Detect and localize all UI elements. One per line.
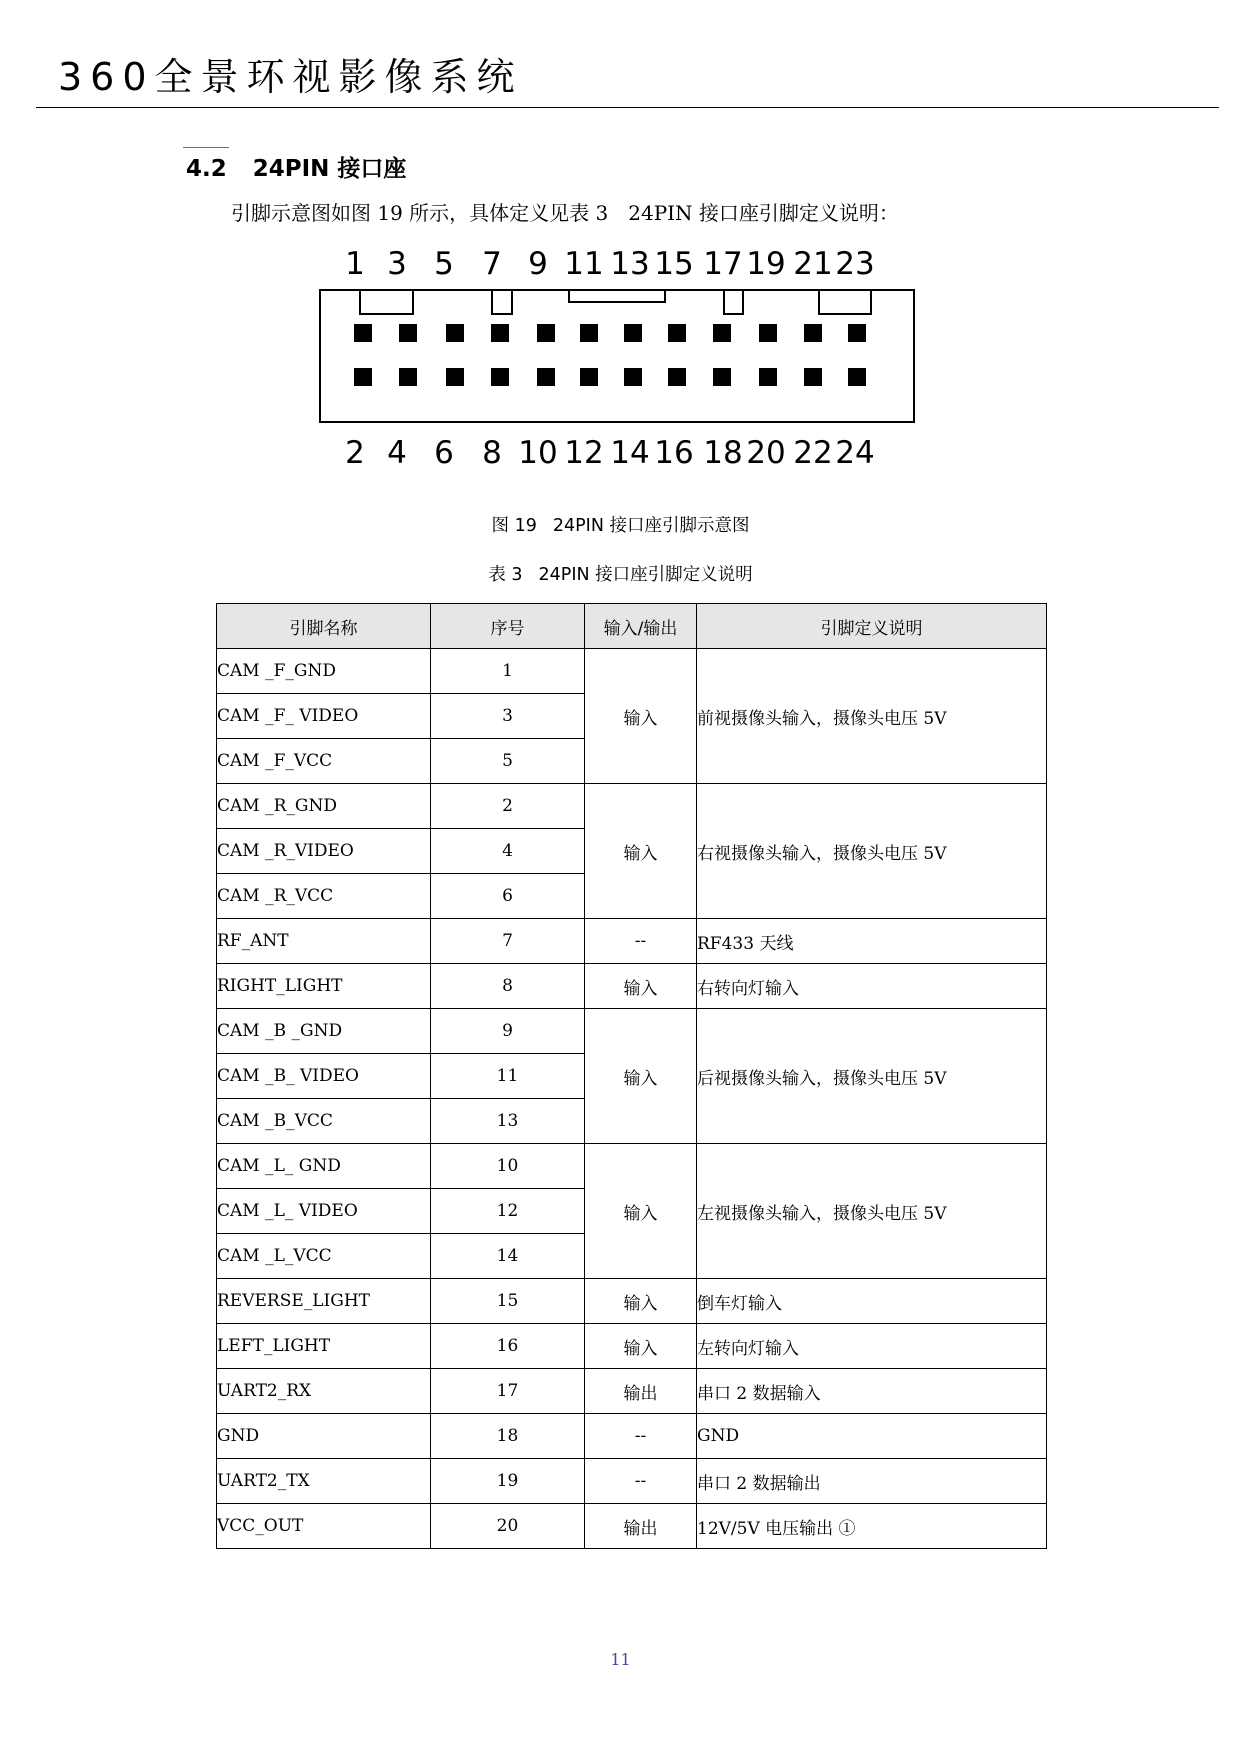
table-row [217,1459,1047,1504]
table-caption [0,561,1241,586]
pin-number-cell: 2 [431,784,585,829]
pin-label: 16 [654,435,694,471]
pin-number-cell: 9 [431,1009,585,1054]
pin-label: 7 [482,246,502,282]
pin-top [354,324,372,342]
pin-top [491,324,509,342]
pin-number-cell: 19 [431,1459,585,1504]
pin-number-cell: 16 [431,1324,585,1369]
pin-bottom [804,368,822,386]
pin-row-bottom [354,368,866,386]
pin-bottom [537,368,555,386]
pin-number-cell: 11 [431,1054,585,1099]
table-caption-text: 24PIN 接口座引脚定义说明 [538,565,753,585]
table-row [217,919,1047,964]
pin-number-cell: 6 [431,874,585,919]
pin-name-cell: RF_ANT [217,919,431,964]
pin-name-cell: VCC_OUT [217,1504,431,1549]
section-title: 24PIN 接口座 [252,156,407,182]
table-row [217,964,1047,1009]
pin-top [668,324,686,342]
pin-label: 17 [703,246,743,282]
pin-name-cell: CAM _B _GND [217,1009,431,1054]
pin-number-cell: 20 [431,1504,585,1549]
pin-name-cell: CAM _R_VCC [217,874,431,919]
pin-name-cell: RIGHT_LIGHT [217,964,431,1009]
pin-name-cell: UART2_TX [217,1459,431,1504]
figure-caption-text: 24PIN 接口座引脚示意图 [552,516,750,536]
connector-key-2 [492,290,512,314]
description-cell: RF433 天线 [697,919,1047,964]
pin-label: 15 [654,246,694,282]
pin-label: 9 [528,246,548,282]
pin-number-cell: 7 [431,919,585,964]
description-cell: 左视摄像头输入，摄像头电压 5V [697,1144,1047,1279]
heading-anchor-line [183,147,229,148]
description-cell: 左转向灯输入 [697,1324,1047,1369]
pin-bottom [354,368,372,386]
pin-name-cell: UART2_RX [217,1369,431,1414]
pin-name-cell: GND [217,1414,431,1459]
io-cell: -- [585,1459,697,1504]
pin-number-cell: 13 [431,1099,585,1144]
intro-paragraph: 引脚示意图如图 19 所示，具体定义见表 3 24PIN 接口座引脚定义说明： [231,201,899,225]
description-cell: 串口 2 数据输出 [697,1459,1047,1504]
pin-bottom [446,368,464,386]
pin-number-cell: 10 [431,1144,585,1189]
figure-caption-label: 图 19 [491,516,537,536]
header-io: 输入/输出 [585,604,697,649]
pin-definition-table [216,603,1047,1549]
io-cell: -- [585,919,697,964]
io-cell: 输入 [585,784,697,919]
table-row [217,1279,1047,1324]
io-cell: 输入 [585,1324,697,1369]
pin-label: 12 [564,435,604,471]
pin-top [713,324,731,342]
pin-number-cell: 4 [431,829,585,874]
pin-name-cell: CAM _B_ VIDEO [217,1054,431,1099]
pin-top [624,324,642,342]
io-cell: 输入 [585,1144,697,1279]
description-cell: 倒车灯输入 [697,1279,1047,1324]
pin-label: 10 [518,435,558,471]
table-row [217,1324,1047,1369]
pin-number-cell: 8 [431,964,585,1009]
pin-number-cell: 17 [431,1369,585,1414]
table-caption-label: 表 3 [488,565,523,585]
pin-bottom [848,368,866,386]
connector-key-4 [724,290,743,314]
pin-label: 22 [793,435,833,471]
io-cell: 输入 [585,1009,697,1144]
pin-top [759,324,777,342]
pin-bottom [491,368,509,386]
table-body [217,649,1047,1549]
pin-label: 6 [434,435,454,471]
pin-name-cell: CAM _F_ VIDEO [217,694,431,739]
pin-number-cell: 3 [431,694,585,739]
header-pin-number: 序号 [431,604,585,649]
pin-number-cell: 14 [431,1234,585,1279]
io-cell: 输出 [585,1504,697,1549]
pin-name-cell: CAM _L_ VIDEO [217,1189,431,1234]
pin-label: 23 [835,246,875,282]
pin-name-cell: CAM _F_VCC [217,739,431,784]
table-row [217,784,1047,829]
connector-key-3 [569,290,665,302]
pin-name-cell: CAM _R_VIDEO [217,829,431,874]
pin-top [446,324,464,342]
io-cell: 输出 [585,1369,697,1414]
section-number: 4.2 [186,156,227,182]
description-cell: 前视摄像头输入，摄像头电压 5V [697,649,1047,784]
pin-top [580,324,598,342]
pin-name-cell: CAM _L_VCC [217,1234,431,1279]
pin-bottom [668,368,686,386]
pin-number-cell: 18 [431,1414,585,1459]
table-row [217,1144,1047,1189]
pin-label: 1 [345,246,365,282]
table-row [217,649,1047,694]
description-cell: 右转向灯输入 [697,964,1047,1009]
description-cell: GND [697,1414,1047,1459]
pin-number-cell: 1 [431,649,585,694]
pin-label: 11 [564,246,604,282]
pin-label: 24 [835,435,875,471]
description-cell: 后视摄像头输入，摄像头电压 5V [697,1009,1047,1144]
page-header-title: 360全景环视影像系统 [58,55,523,99]
io-cell: 输入 [585,1279,697,1324]
pin-name-cell: CAM _B_VCC [217,1099,431,1144]
table-row [217,1414,1047,1459]
pin-label: 20 [746,435,786,471]
pin-label: 8 [482,435,502,471]
header-pin-name: 引脚名称 [217,604,431,649]
pin-name-cell: LEFT_LIGHT [217,1324,431,1369]
pin-label: 18 [703,435,743,471]
pin-name-cell: CAM _F_GND [217,649,431,694]
pin-top [848,324,866,342]
pin-top [537,324,555,342]
pin-bottom [399,368,417,386]
pin-name-cell: CAM _R_GND [217,784,431,829]
pin-bottom [580,368,598,386]
pin-labels-bottom [345,435,875,471]
table-header-row [217,604,1047,649]
description-cell: 12V/5V 电压输出 ① [697,1504,1047,1549]
pin-label: 13 [610,246,650,282]
pin-bottom [759,368,777,386]
pin-name-cell: CAM _L_ GND [217,1144,431,1189]
pin-name-cell: REVERSE_LIGHT [217,1279,431,1324]
pin-number-cell: 15 [431,1279,585,1324]
pin-label: 2 [345,435,365,471]
pin-label: 19 [746,246,786,282]
pin-label: 21 [793,246,833,282]
pin-label: 4 [387,435,407,471]
pin-table-container [216,603,1047,1549]
description-cell: 串口 2 数据输入 [697,1369,1047,1414]
connector-key-1 [360,290,413,314]
connector-body [320,290,914,422]
pin-top [804,324,822,342]
page-number: 11 [610,1650,631,1669]
connector-key-5 [819,290,871,314]
header-description: 引脚定义说明 [697,604,1047,649]
table-row [217,1369,1047,1414]
header-rule [36,107,1219,108]
pin-label: 5 [434,246,454,282]
io-cell: -- [585,1414,697,1459]
io-cell: 输入 [585,964,697,1009]
pin-number-cell: 5 [431,739,585,784]
pin-bottom [624,368,642,386]
figure-caption [0,512,1241,537]
pin-label: 3 [387,246,407,282]
pin-bottom [713,368,731,386]
pin-top [399,324,417,342]
pin-row-top [354,324,866,342]
connector-diagram [300,238,940,478]
table-row [217,1504,1047,1549]
io-cell: 输入 [585,649,697,784]
section-heading [186,150,406,183]
pin-label: 14 [610,435,650,471]
table-row [217,1009,1047,1054]
pin-labels-top [345,246,875,282]
description-cell: 右视摄像头输入，摄像头电压 5V [697,784,1047,919]
pin-number-cell: 12 [431,1189,585,1234]
